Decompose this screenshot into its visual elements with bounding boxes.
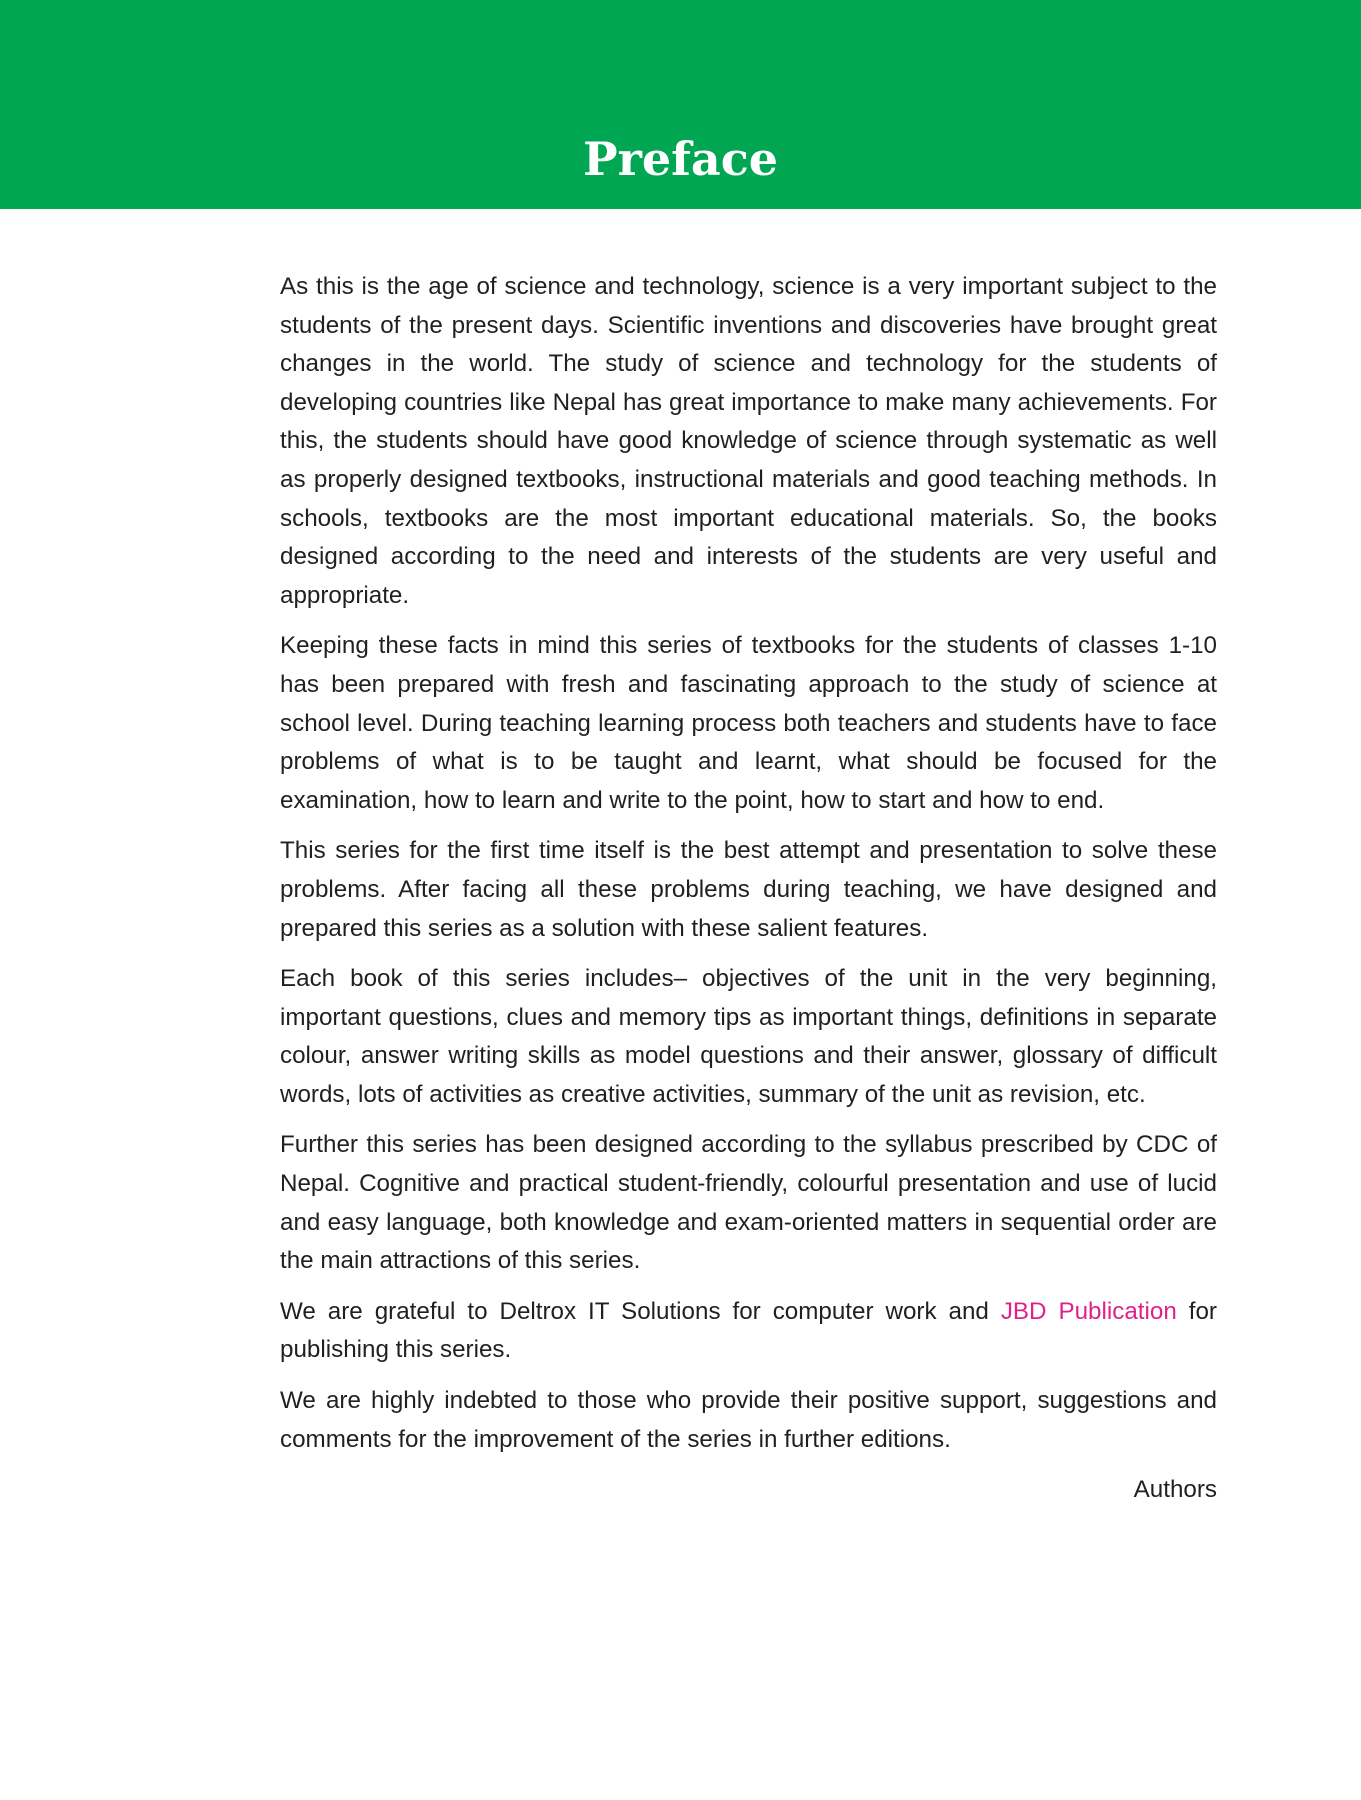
paragraph-features: Each book of this series includes– objectives of the unit in the very beginning, important questions, clues and memory tips as important things, definitions in separate colour, answer writing skills as model questions and their answer, glossary of difficult words, lots of activities as creative activities, summary of the unit as revision, etc. xyxy=(280,965,1217,1108)
paragraph-gratitude xyxy=(280,1293,1217,1370)
paragraph-acknowledgement: We are highly indebted to those who provide their positive support, suggestions and comments for the improvement of the series in further editions. xyxy=(280,1387,1217,1453)
gratitude-text: We are grateful to Deltrox IT Solutions for computer work and xyxy=(280,1297,1001,1325)
header-band xyxy=(0,0,1361,209)
preface-body xyxy=(280,268,1217,1510)
paragraph-intro: As this is the age of science and technology, science is a very important subject to the students of the present days. Scientific inventions and discoveries have brought great changes in the world. The study of science and technology for the students of developing countries like Nepal has great importance to make many achievements. For this, the students should have good knowledge of science through systematic as well as properly designed textbooks, instructional materials and good teaching methods. In schools, textbooks are the most important educational materials. So, the books designed according to the need and interests of the students are very useful and appropriate. xyxy=(280,273,1217,609)
page-title: Preface xyxy=(583,132,778,186)
paragraph-series-purpose: Keeping these facts in mind this series of textbooks for the students of classes 1-10 has been prepared with fresh and fascinating approach to the study of science at school level. During teaching learning process both teachers and students have to face problems of what is to be taught and learnt, what should be focused for the examination, how to learn and write to the point, how to start and how to end. xyxy=(280,632,1217,814)
paragraph-syllabus: Further this series has been designed according to the syllabus prescribed by CDC of Nepal. Cognitive and practical student-friendly, colourful presentation and use of lucid and easy language, both knowledge and exam-oriented matters in sequential order are the main attractions of this series. xyxy=(280,1131,1217,1275)
signature: Authors xyxy=(1133,1476,1217,1504)
paragraph-solution: This series for the first time itself is the best attempt and presentation to solve these problems. After facing all these problems during teaching, we have designed and prepared this series as a solution with these salient features. xyxy=(280,837,1217,942)
gratitude-text-end: for publishing this series. xyxy=(280,1297,1217,1364)
publisher-name: JBD Publication xyxy=(1000,1297,1177,1325)
